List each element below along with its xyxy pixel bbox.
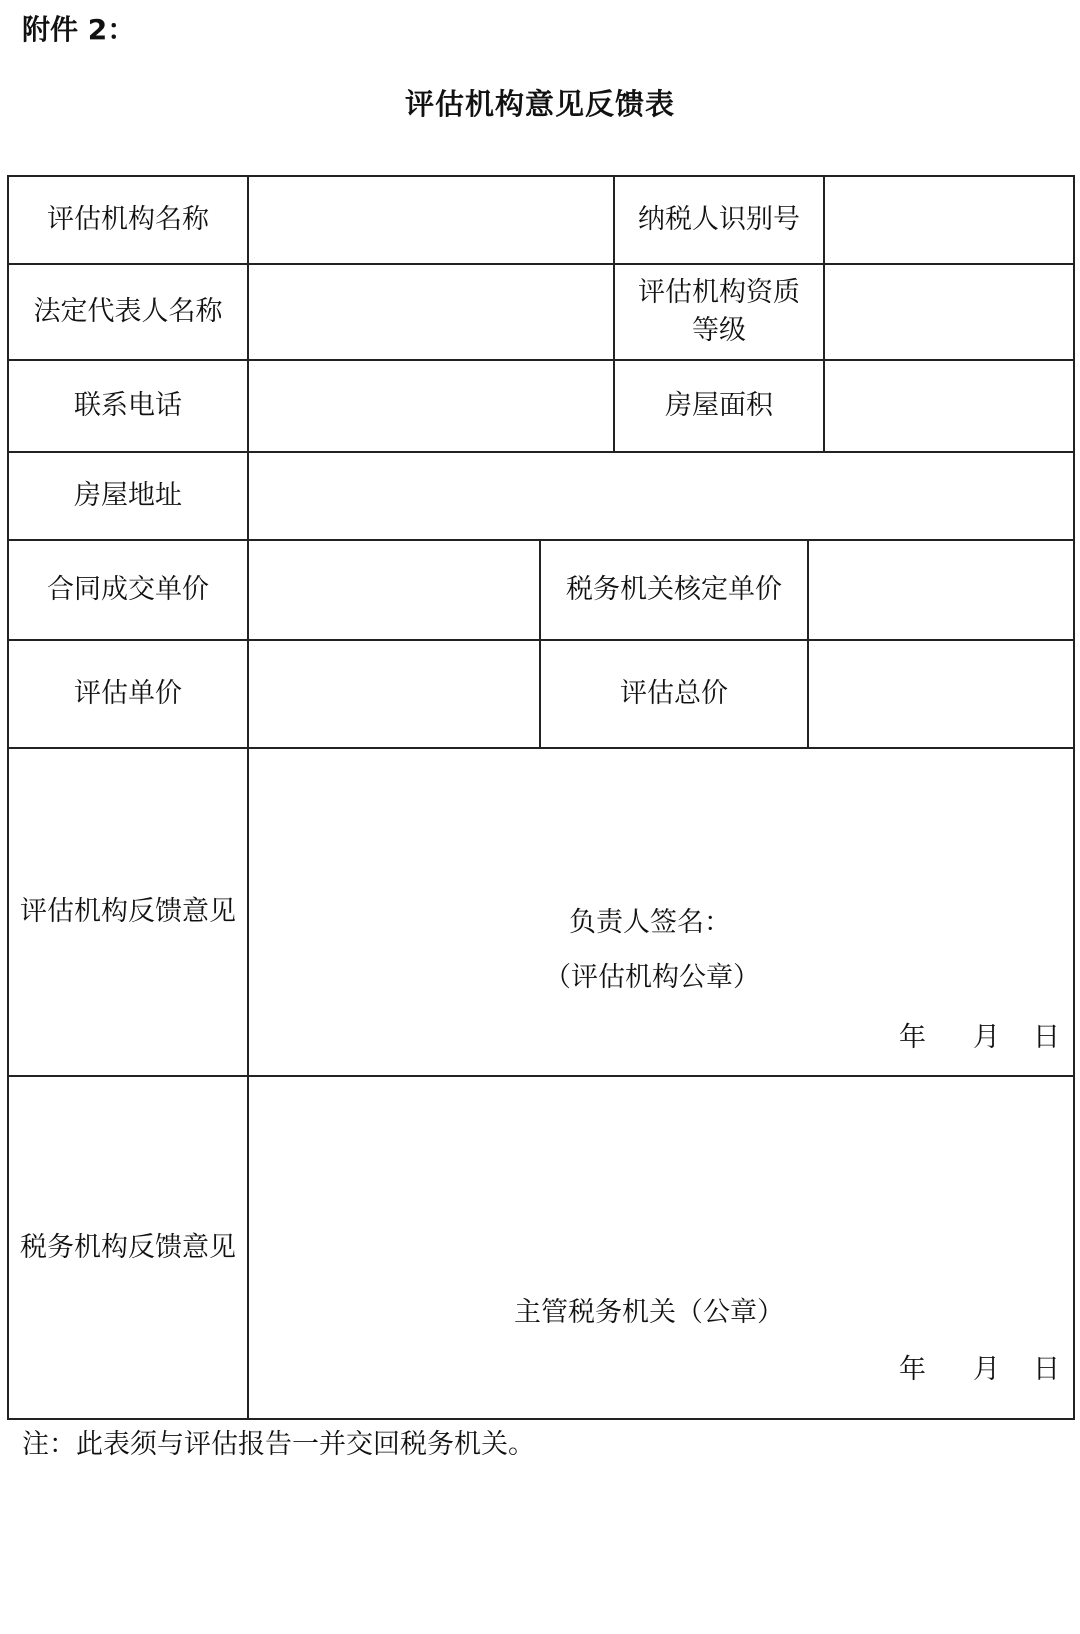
house-area-label: 房屋面积 xyxy=(665,390,773,421)
taxpayer-id-field[interactable] xyxy=(825,177,1073,263)
house-area-field[interactable] xyxy=(825,361,1073,451)
agency-seal-label: （评估机构公章） xyxy=(544,962,760,993)
contract-unit-price-field[interactable] xyxy=(249,541,539,639)
tax-date-day: 日 xyxy=(1033,1354,1060,1385)
qualification-field[interactable] xyxy=(825,265,1073,359)
agency-date-month: 月 xyxy=(973,1022,1000,1053)
house-address-label: 房屋地址 xyxy=(74,480,182,511)
signature-label: 负责人签名： xyxy=(569,907,731,938)
qualification-label: 评估机构资质等级 xyxy=(638,277,800,346)
agency-name-field[interactable] xyxy=(249,177,613,263)
appraisal-unit-price-label: 评估单价 xyxy=(74,678,182,709)
feedback-form-table xyxy=(7,175,1075,1420)
phone-label: 联系电话 xyxy=(74,390,182,421)
tax-seal-label: 主管税务机关（公章） xyxy=(514,1297,784,1328)
tax-unit-price-field[interactable] xyxy=(809,541,1073,639)
legal-rep-label: 法定代表人名称 xyxy=(33,296,223,327)
tax-feedback-label: 税务机构反馈意见 xyxy=(20,1231,236,1263)
appraisal-unit-price-field[interactable] xyxy=(249,641,539,747)
form-title: 评估机构意见反馈表 xyxy=(404,87,675,121)
tax-date-year: 年 xyxy=(899,1354,926,1385)
taxpayer-id-label: 纳税人识别号 xyxy=(638,204,800,235)
house-address-field[interactable] xyxy=(249,453,1073,539)
agency-name-label: 评估机构名称 xyxy=(47,204,209,235)
appraisal-total-label: 评估总价 xyxy=(620,678,728,709)
footnote: 注：此表须与评估报告一并交回税务机关。 xyxy=(22,1429,535,1460)
agency-date-day: 日 xyxy=(1033,1022,1060,1053)
agency-feedback-label: 评估机构反馈意见 xyxy=(20,896,236,927)
tax-unit-price-label: 税务机关核定单价 xyxy=(566,574,782,605)
phone-field[interactable] xyxy=(249,361,613,451)
attachment-label: 附件 2： xyxy=(22,13,136,46)
appraisal-total-field[interactable] xyxy=(809,641,1073,747)
tax-date-month: 月 xyxy=(973,1354,1000,1385)
contract-unit-price-label: 合同成交单价 xyxy=(47,574,209,605)
agency-date-year: 年 xyxy=(899,1022,926,1053)
legal-rep-field[interactable] xyxy=(249,265,613,359)
